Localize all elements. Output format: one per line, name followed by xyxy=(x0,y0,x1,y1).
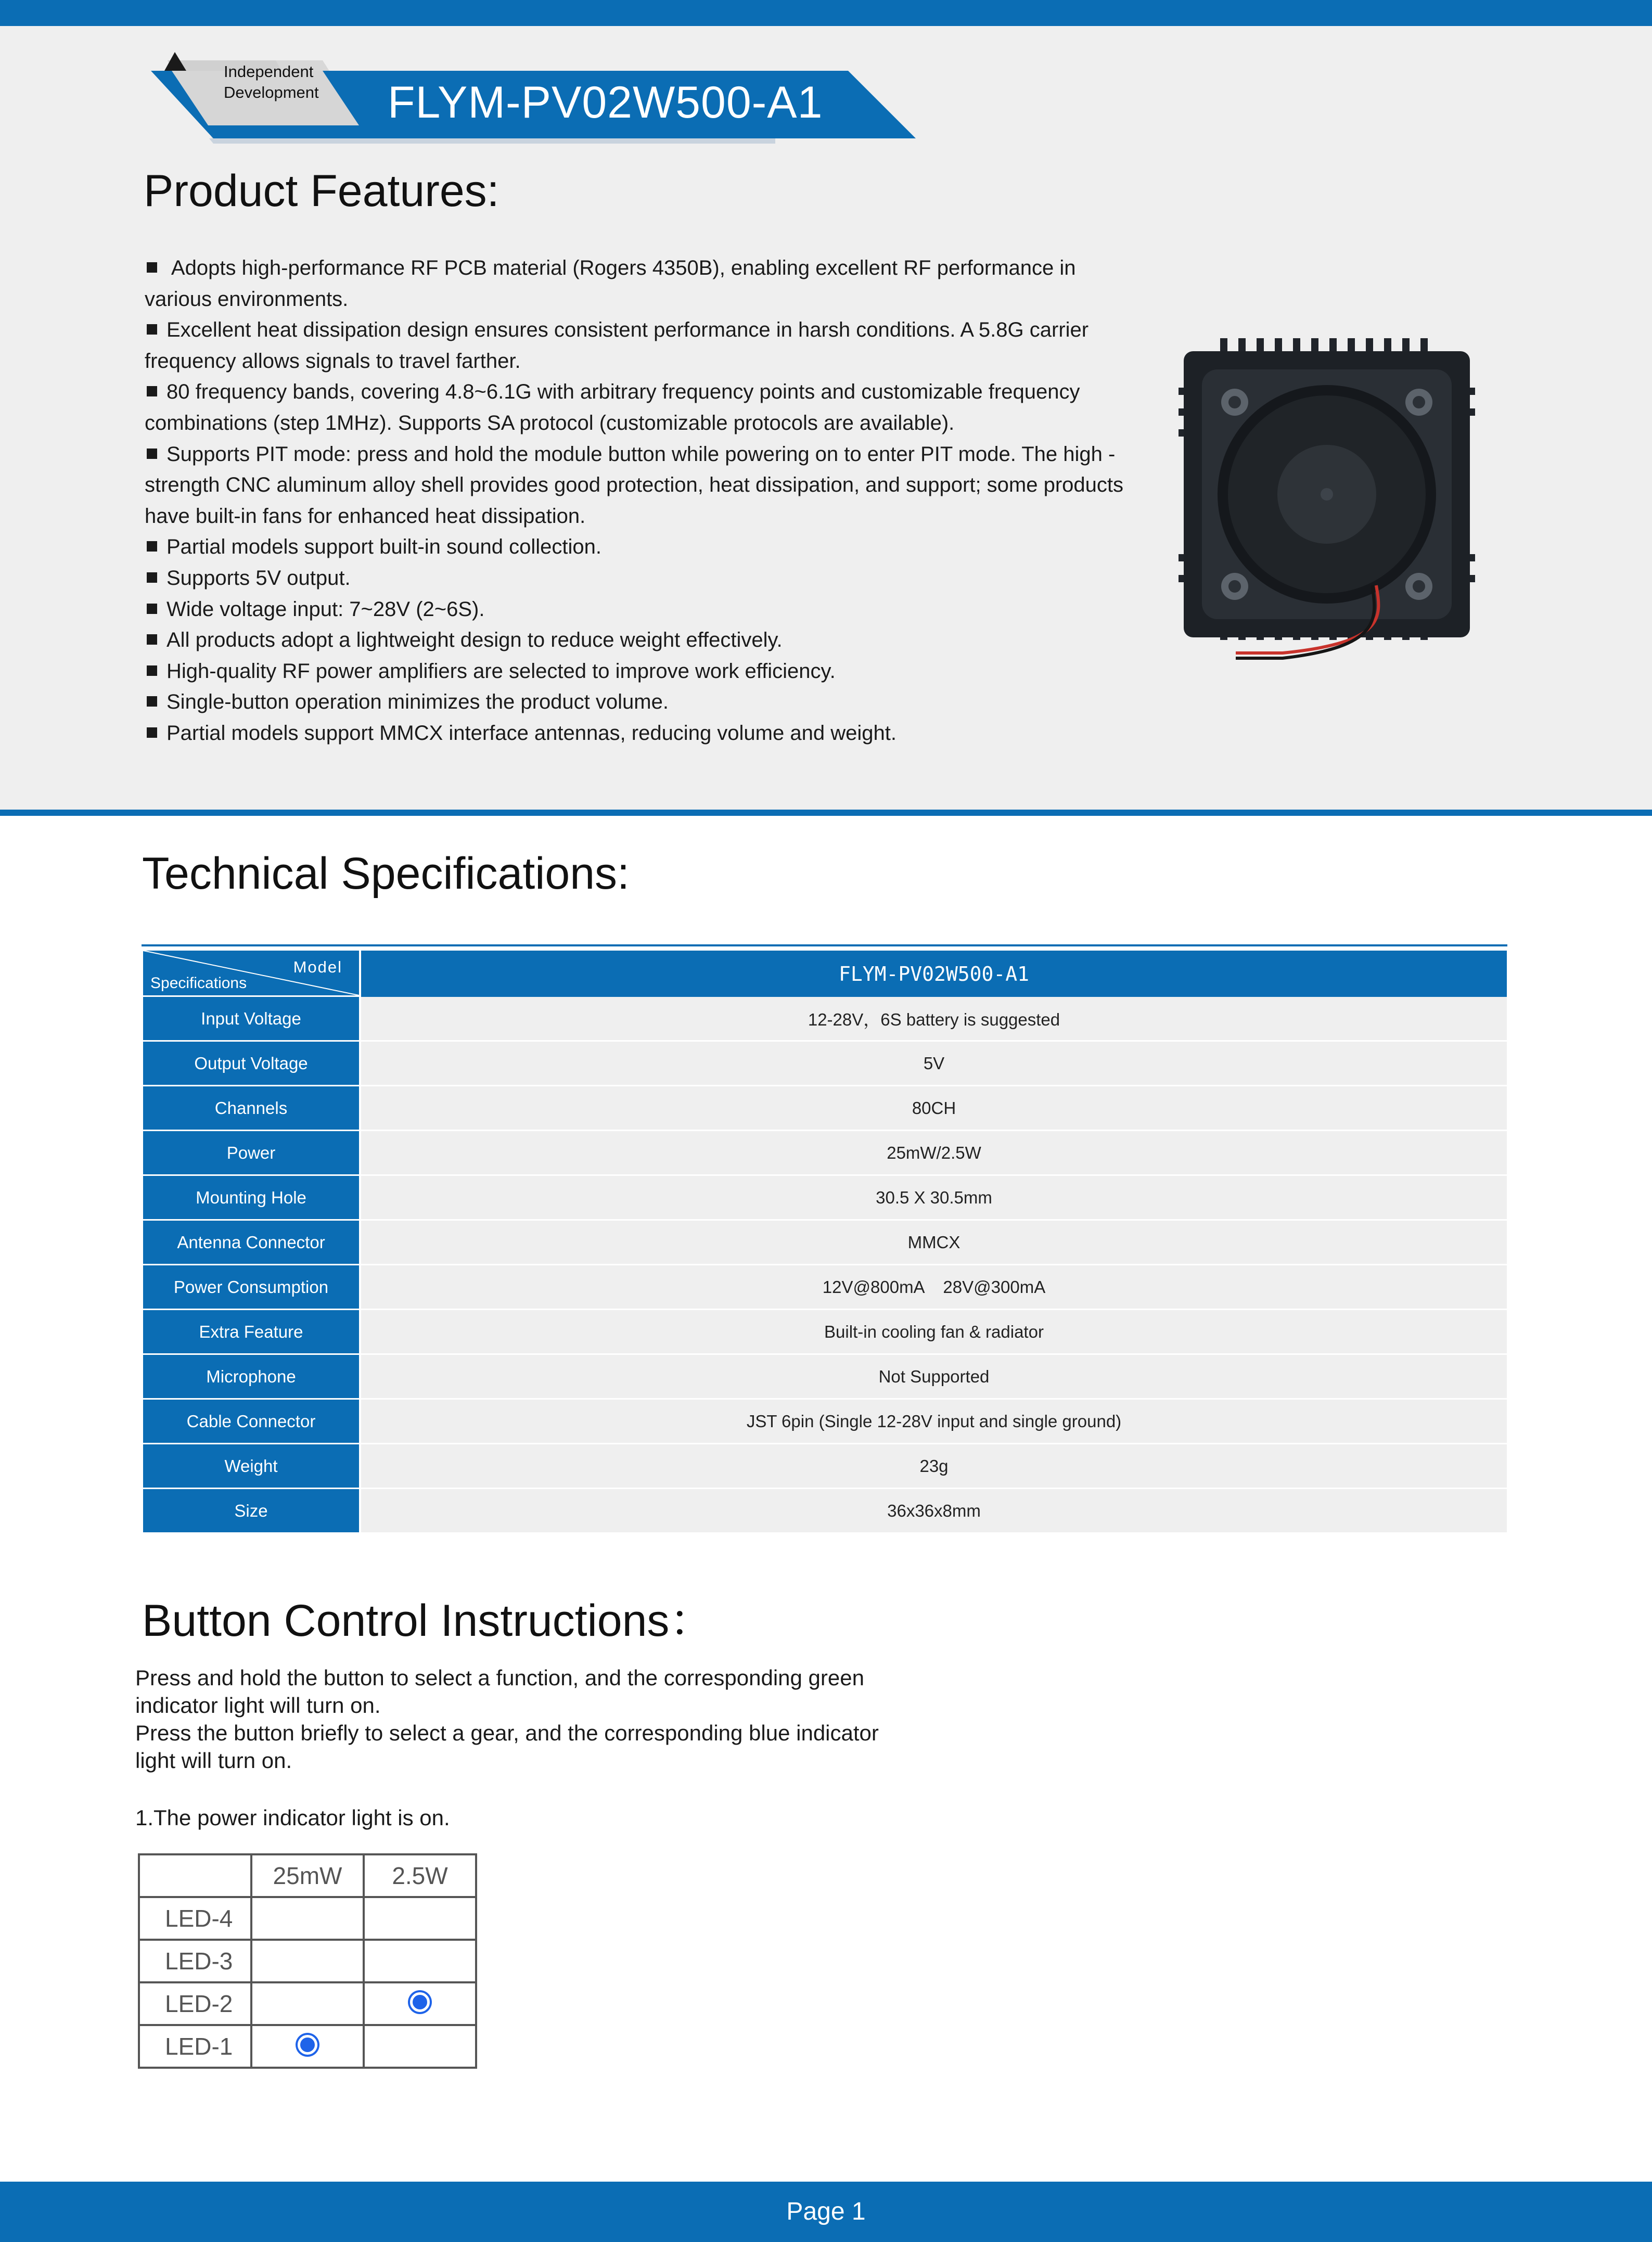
feature-item: Supports 5V output. xyxy=(145,563,1133,594)
led-row-label: LED-1 xyxy=(139,2025,251,2068)
led-row-label: LED-2 xyxy=(139,1982,251,2025)
feature-item: 80 frequency bands, covering 4.8~6.1G with arbitrary frequency points and customizable frequency combinations (step 1MHz). Supports SA protocol (customizable protocols are available). xyxy=(145,380,1080,434)
model-title: FLYM-PV02W500-A1 xyxy=(388,78,823,127)
spec-label: Microphone xyxy=(143,1355,361,1400)
led-on-indicator-icon xyxy=(410,1992,430,2012)
spec-model-name: FLYM-PV02W500-A1 xyxy=(361,951,1507,997)
table-row xyxy=(143,1400,1507,1444)
table-row xyxy=(143,997,1507,1042)
header-badge xyxy=(151,50,921,149)
led-cell xyxy=(251,1897,364,1940)
table-row xyxy=(143,1131,1507,1176)
spec-table xyxy=(143,951,1507,1534)
table-row xyxy=(143,1265,1507,1310)
led-cell xyxy=(251,1982,364,2025)
spec-label: Input Voltage xyxy=(143,997,361,1042)
spec-header-row xyxy=(143,951,1507,997)
product-image xyxy=(1179,336,1475,663)
led-cell xyxy=(364,1982,476,2025)
led-cell xyxy=(364,2025,476,2068)
power-indicator-note: 1.The power indicator light is on. xyxy=(135,1805,450,1830)
buttons-title: Button Control Instructions： xyxy=(142,1596,714,1646)
section-divider xyxy=(0,810,1652,816)
led-header-row xyxy=(139,1854,476,1897)
led-cell xyxy=(251,1940,364,1982)
feature-item: Adopts high-performance RF PCB material (Rogers 4350B), enabling excellent RF performance in various environments. xyxy=(145,257,1076,311)
spec-value: Not Supported xyxy=(361,1355,1507,1400)
table-row xyxy=(143,1086,1507,1131)
instruction-paragraph: Press the button briefly to select a gear, and the corresponding blue indicator light will turn on. xyxy=(135,1721,879,1773)
badge-label: Independent Development xyxy=(224,62,319,101)
led-cell xyxy=(364,1940,476,1982)
feature-item: Wide voltage input: 7~28V (2~6S). xyxy=(145,594,1133,625)
spec-label: Weight xyxy=(143,1444,361,1489)
spec-value: 80CH xyxy=(361,1086,1507,1131)
spec-value: 5V xyxy=(361,1042,1507,1086)
spec-value: 30.5 X 30.5mm xyxy=(361,1176,1507,1221)
feature-item: Partial models support MMCX interface antennas, reducing volume and weight. xyxy=(145,718,1133,749)
feature-item: Partial models support built-in sound collection. xyxy=(145,532,1133,563)
page-number: Page 1 xyxy=(786,2198,866,2225)
table-row xyxy=(143,1444,1507,1489)
table-row xyxy=(143,1176,1507,1221)
feature-item: All products adopt a lightweight design to reduce weight effectively. xyxy=(145,625,1133,656)
spec-corner-cell: Model Specifications xyxy=(143,951,361,997)
table-row xyxy=(143,1042,1507,1086)
feature-item: High-quality RF power amplifiers are selected to improve work efficiency. xyxy=(145,656,1133,687)
spec-label: Size xyxy=(143,1489,361,1534)
features-list xyxy=(145,253,1133,749)
spec-label: Power xyxy=(143,1131,361,1176)
spec-table-rule xyxy=(142,944,1507,946)
spec-label: Extra Feature xyxy=(143,1310,361,1355)
led-on-indicator-icon xyxy=(298,2035,317,2055)
feature-item: Excellent heat dissipation design ensures consistent performance in harsh conditions. A 5.8G carrier frequency allows signals to travel farther. xyxy=(145,318,1089,373)
table-row xyxy=(139,1897,476,1940)
table-row xyxy=(139,1982,476,2025)
table-row xyxy=(143,1355,1507,1400)
spec-value: Built-in cooling fan & radiator xyxy=(361,1310,1507,1355)
table-row xyxy=(139,1940,476,1982)
led-table xyxy=(138,1853,477,2069)
features-title: Product Features: xyxy=(144,166,500,216)
led-column-header: 25mW xyxy=(251,1854,364,1897)
page-footer xyxy=(0,2182,1652,2242)
spec-label: Output Voltage xyxy=(143,1042,361,1086)
led-corner-cell xyxy=(139,1854,251,1897)
led-row-label: LED-3 xyxy=(139,1940,251,1982)
spec-value: 12V@800mA 28V@300mA xyxy=(361,1265,1507,1310)
spec-label: Mounting Hole xyxy=(143,1176,361,1221)
table-row xyxy=(143,1489,1507,1534)
led-column-header: 2.5W xyxy=(364,1854,476,1897)
table-row xyxy=(143,1221,1507,1265)
spec-label: Power Consumption xyxy=(143,1265,361,1310)
feature-item: Single-button operation minimizes the product volume. xyxy=(145,687,1133,718)
specs-title: Technical Specifications: xyxy=(142,849,630,899)
spec-value: 25mW/2.5W xyxy=(361,1131,1507,1176)
spec-label: Antenna Connector xyxy=(143,1221,361,1265)
led-cell xyxy=(364,1897,476,1940)
spec-label: Channels xyxy=(143,1086,361,1131)
table-row xyxy=(139,2025,476,2068)
top-accent-bar xyxy=(0,0,1652,26)
feature-item: Supports PIT mode: press and hold the module button while powering on to enter PIT mode. The high -strength CNC aluminum alloy shell provides good protection, heat dissipation, and support; some products have built-in fans for enhanced heat dissipation. xyxy=(145,442,1124,528)
spec-label: Cable Connector xyxy=(143,1400,361,1444)
spec-value: 23g xyxy=(361,1444,1507,1489)
led-row-label: LED-4 xyxy=(139,1897,251,1940)
spec-value: 12-28V，6S battery is suggested xyxy=(361,997,1507,1042)
table-row xyxy=(143,1310,1507,1355)
spec-value: MMCX xyxy=(361,1221,1507,1265)
instruction-paragraph: Press and hold the button to select a function, and the corresponding green indicator light will turn on. xyxy=(135,1666,864,1718)
spec-value: 36x36x8mm xyxy=(361,1489,1507,1534)
button-instructions xyxy=(135,1664,916,1774)
spec-value: JST 6pin (Single 12-28V input and single ground) xyxy=(361,1400,1507,1444)
led-cell xyxy=(251,2025,364,2068)
